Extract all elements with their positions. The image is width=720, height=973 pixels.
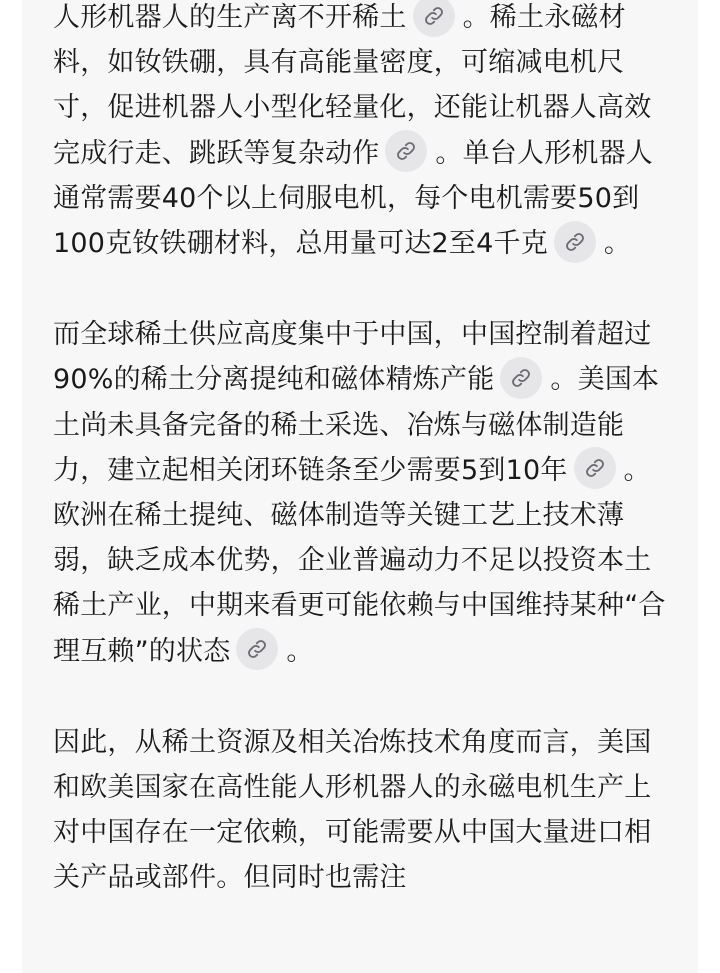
citation-link-button[interactable] (236, 628, 278, 670)
citation-link-button[interactable] (413, 0, 455, 37)
citation-link-button[interactable] (500, 357, 542, 399)
link-icon (395, 140, 417, 162)
text-segment: 。 (603, 228, 632, 260)
link-icon (510, 367, 532, 389)
assistant-message-text (53, 0, 668, 901)
paragraph-gap (53, 266, 668, 312)
paragraph-3 (53, 720, 668, 901)
paragraph-2 (53, 312, 668, 674)
link-icon (246, 638, 268, 660)
citation-link-button[interactable] (385, 130, 427, 172)
citation-link-button[interactable] (554, 221, 596, 263)
text-segment: 而全球稀土供应高度集中于中国，中国控制着超过90%的稀土分离提纯和磁体精炼产能 (53, 319, 652, 396)
text-segment: 。稀土永磁材料，如钕铁硼，具有高能量密度，可缩减电机尺寸，促进机器人小型化轻量化，还能让机器人高效完成行走、跳跃等复杂动作 (53, 2, 652, 169)
citation-link-button[interactable] (574, 447, 616, 489)
text-segment: 因此，从稀土资源及相关冶炼技术角度而言，美国和欧美国家在高性能人形机器人的永磁电机生产上对中国存在一定依赖，可能需要从中国大量进口相关产品或部件。但同时也需注 (53, 726, 652, 894)
paragraph-gap (53, 674, 668, 720)
text-segment: 。美国本土尚未具备完备的稀土采选、冶炼与磁体制造能力，建立起相关闭环链条至少需要5到10年 (53, 364, 660, 486)
paragraph-1 (53, 0, 668, 266)
link-icon (584, 457, 606, 479)
text-segment: 。欧洲在稀土提纯、磁体制造等关键工艺上技术薄弱，缺乏成本优势，企业普遍动力不足以投资本土稀土产业，中期来看更可能依赖与中国维持某种“合理互赖”的状态 (53, 454, 666, 667)
link-icon (564, 231, 586, 253)
link-icon (423, 5, 445, 27)
text-segment: 。单台人形机器人通常需要40个以上伺服电机，每个电机需要50到100克钕铁硼材料，总用量可达2至4千克 (53, 137, 654, 260)
text-segment: 人形机器人的生产离不开稀土 (53, 2, 407, 33)
text-segment: 。 (286, 635, 314, 667)
